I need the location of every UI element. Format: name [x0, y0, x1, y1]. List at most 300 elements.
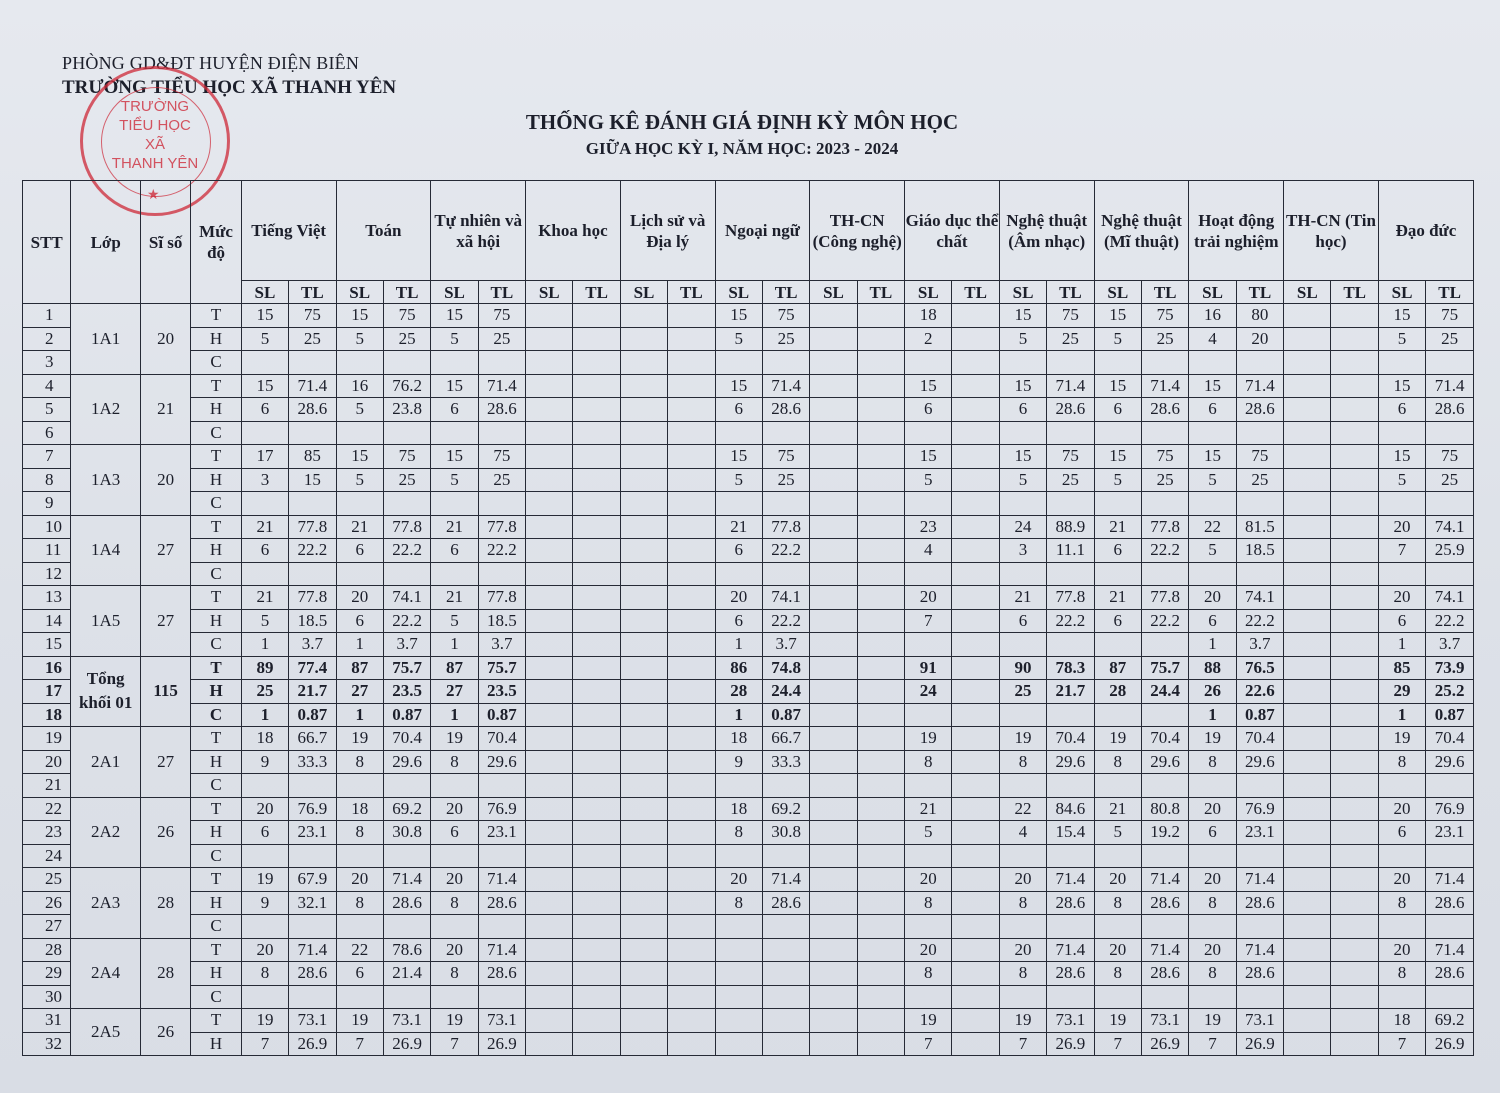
- sl-cell: [620, 915, 667, 939]
- enrollment-cell: 28: [140, 868, 190, 939]
- tl-cell: [573, 374, 620, 398]
- sl-cell: 21: [336, 515, 383, 539]
- tl-cell: [1331, 586, 1378, 610]
- tl-cell: 73.1: [1141, 1009, 1188, 1033]
- sl-cell: 8: [241, 962, 288, 986]
- table-row: [23, 962, 1474, 986]
- tl-cell: [952, 515, 999, 539]
- sl-cell: 5: [1378, 327, 1425, 351]
- tl-cell: [289, 562, 336, 586]
- tl-cell: 22.6: [1236, 680, 1283, 704]
- tl-cell: [857, 562, 904, 586]
- sl-cell: 20: [1378, 938, 1425, 962]
- tl-cell: [668, 327, 715, 351]
- sl-cell: [620, 1009, 667, 1033]
- tl-cell: [1141, 421, 1188, 445]
- stt-cell: 20: [23, 750, 71, 774]
- tl-cell: 77.8: [1141, 515, 1188, 539]
- sl-cell: [431, 562, 478, 586]
- class-cell: 1A2: [71, 374, 141, 445]
- sl-cell: [810, 633, 857, 657]
- tl-cell: [668, 374, 715, 398]
- sl-cell: [715, 985, 762, 1009]
- tl-cell: [289, 774, 336, 798]
- sl-cell: [336, 915, 383, 939]
- sl-cell: [810, 844, 857, 868]
- sl-cell: 6: [999, 398, 1046, 422]
- sl-cell: 15: [999, 374, 1046, 398]
- tl-cell: [762, 774, 809, 798]
- tl-cell: 22.2: [762, 539, 809, 563]
- tl-cell: 74.1: [1426, 586, 1474, 610]
- tl-cell: [1426, 562, 1474, 586]
- sl-cell: 8: [1189, 750, 1236, 774]
- tl-cell: 32.1: [289, 891, 336, 915]
- table-row: [23, 938, 1474, 962]
- sl-cell: [526, 398, 573, 422]
- sl-cell: [1094, 562, 1141, 586]
- tl-cell: 26.9: [1047, 1032, 1094, 1056]
- tl-cell: [762, 938, 809, 962]
- sl-cell: [1284, 515, 1331, 539]
- level-cell: C: [191, 844, 241, 868]
- sl-cell: [1378, 492, 1425, 516]
- stt-cell: 16: [23, 656, 71, 680]
- tl-cell: 28.6: [1047, 398, 1094, 422]
- sl-cell: 20: [999, 868, 1046, 892]
- tl-cell: 26.9: [1426, 1032, 1474, 1056]
- tl-cell: [1331, 962, 1378, 986]
- enrollment-cell: 20: [140, 304, 190, 375]
- sl-cell: 19: [241, 868, 288, 892]
- sl-cell: 7: [1378, 539, 1425, 563]
- tl-cell: 0.87: [289, 703, 336, 727]
- sl-cell: 5: [431, 609, 478, 633]
- tl-cell: 28.6: [1141, 962, 1188, 986]
- sl-cell: 19: [905, 727, 952, 751]
- tl-cell: 28.6: [1236, 398, 1283, 422]
- sl-cell: [810, 562, 857, 586]
- sl-cell: 15: [715, 304, 762, 328]
- tl-cell: 28.6: [1426, 962, 1474, 986]
- tl-cell: 29.6: [383, 750, 430, 774]
- sl-cell: [1284, 351, 1331, 375]
- sl-cell: [241, 774, 288, 798]
- tl-cell: [952, 750, 999, 774]
- sl-cell: 8: [1094, 962, 1141, 986]
- sl-cell: [999, 562, 1046, 586]
- tl-cell: 73.1: [478, 1009, 525, 1033]
- tl-cell: 80.8: [1141, 797, 1188, 821]
- table-row: [23, 727, 1474, 751]
- sl-cell: 15: [715, 445, 762, 469]
- tl-cell: [1331, 327, 1378, 351]
- tl-cell: 22.2: [762, 609, 809, 633]
- table-row: [23, 915, 1474, 939]
- tl-cell: [952, 868, 999, 892]
- tl-cell: [573, 868, 620, 892]
- tl-cell: [952, 844, 999, 868]
- sl-cell: [620, 703, 667, 727]
- tl-cell: [573, 609, 620, 633]
- tl-cell: 23.5: [383, 680, 430, 704]
- sl-cell: [620, 609, 667, 633]
- tl-cell: 30.8: [762, 821, 809, 845]
- sl-cell: 15: [431, 304, 478, 328]
- sl-cell: 5: [715, 327, 762, 351]
- sl-cell: [526, 656, 573, 680]
- sl-cell: [1284, 891, 1331, 915]
- stt-cell: 29: [23, 962, 71, 986]
- sl-cell: [999, 421, 1046, 445]
- sl-cell: 5: [1378, 468, 1425, 492]
- sl-cell: 1: [241, 703, 288, 727]
- sl-cell: 5: [241, 327, 288, 351]
- tl-cell: [1331, 374, 1378, 398]
- tl-cell: 29.6: [1141, 750, 1188, 774]
- tl-cell: 0.87: [478, 703, 525, 727]
- sl-cell: [810, 327, 857, 351]
- tl-cell: [857, 844, 904, 868]
- level-cell: H: [191, 327, 241, 351]
- class-cell: 1A4: [71, 515, 141, 586]
- tl-cell: 74.1: [1236, 586, 1283, 610]
- tl-cell: 23.1: [478, 821, 525, 845]
- sl-cell: [620, 1032, 667, 1056]
- sl-cell: 5: [999, 327, 1046, 351]
- tl-cell: 77.8: [762, 515, 809, 539]
- sl-cell: [336, 844, 383, 868]
- statistics-table: [22, 180, 1474, 1056]
- tl-cell: [668, 304, 715, 328]
- sl-cell: 8: [999, 962, 1046, 986]
- tl-cell: 77.8: [289, 586, 336, 610]
- tl-cell: [383, 351, 430, 375]
- tl-cell: 71.4: [1236, 868, 1283, 892]
- tl-cell: [1331, 703, 1378, 727]
- tl-cell: [1047, 844, 1094, 868]
- sl-cell: [620, 656, 667, 680]
- table-row: [23, 327, 1474, 351]
- sl-cell: [715, 562, 762, 586]
- sl-cell: [810, 797, 857, 821]
- sl-cell: 21: [431, 515, 478, 539]
- sl-cell: [905, 562, 952, 586]
- sl-cell: 86: [715, 656, 762, 680]
- tl-cell: [573, 938, 620, 962]
- sl-cell: 20: [241, 938, 288, 962]
- tl-header: TL: [1331, 281, 1378, 304]
- tl-cell: [1331, 844, 1378, 868]
- sl-cell: [620, 750, 667, 774]
- tl-cell: 33.3: [289, 750, 336, 774]
- sl-cell: [241, 844, 288, 868]
- sl-cell: 15: [241, 374, 288, 398]
- sl-cell: 24: [999, 515, 1046, 539]
- level-cell: T: [191, 797, 241, 821]
- seal-star-icon: ★: [147, 188, 160, 203]
- sl-cell: 20: [241, 797, 288, 821]
- sl-header: SL: [526, 281, 573, 304]
- tl-cell: 30.8: [383, 821, 430, 845]
- sl-cell: 8: [999, 891, 1046, 915]
- level-cell: H: [191, 468, 241, 492]
- sl-cell: [1284, 750, 1331, 774]
- sl-cell: 7: [336, 1032, 383, 1056]
- tl-cell: 28.6: [1236, 891, 1283, 915]
- level-cell: C: [191, 351, 241, 375]
- tl-cell: [1331, 985, 1378, 1009]
- sl-cell: [1378, 774, 1425, 798]
- tl-cell: 75: [478, 445, 525, 469]
- tl-cell: [1331, 492, 1378, 516]
- sl-cell: [431, 844, 478, 868]
- sl-cell: [620, 421, 667, 445]
- tl-cell: 74.1: [1426, 515, 1474, 539]
- sl-cell: 15: [336, 445, 383, 469]
- stt-cell: 12: [23, 562, 71, 586]
- sl-cell: 8: [905, 891, 952, 915]
- sl-cell: 6: [905, 398, 952, 422]
- tl-cell: [573, 515, 620, 539]
- sl-cell: [526, 1009, 573, 1033]
- sl-cell: 6: [715, 398, 762, 422]
- sl-cell: 21: [1094, 515, 1141, 539]
- sl-cell: 20: [1189, 868, 1236, 892]
- tl-cell: 88.9: [1047, 515, 1094, 539]
- sl-cell: 5: [905, 821, 952, 845]
- tl-cell: 77.8: [478, 515, 525, 539]
- sl-cell: [526, 304, 573, 328]
- tl-cell: 11.1: [1047, 539, 1094, 563]
- sl-header: SL: [1189, 281, 1236, 304]
- sl-cell: 7: [905, 609, 952, 633]
- subject-header: Toán: [336, 181, 431, 281]
- tl-cell: 71.4: [289, 938, 336, 962]
- level-cell: C: [191, 492, 241, 516]
- sl-cell: 5: [715, 468, 762, 492]
- sl-cell: [620, 868, 667, 892]
- sl-cell: 18: [1378, 1009, 1425, 1033]
- table-row: [23, 797, 1474, 821]
- sl-header: SL: [336, 281, 383, 304]
- sl-cell: 8: [1378, 962, 1425, 986]
- sl-cell: 19: [905, 1009, 952, 1033]
- tl-cell: 33.3: [762, 750, 809, 774]
- header-lop: Lớp: [71, 181, 141, 304]
- tl-cell: [383, 844, 430, 868]
- tl-cell: [1426, 492, 1474, 516]
- subject-header: Tiếng Việt: [241, 181, 336, 281]
- tl-cell: [478, 985, 525, 1009]
- level-cell: C: [191, 774, 241, 798]
- sl-cell: 6: [1189, 398, 1236, 422]
- tl-cell: 3.7: [478, 633, 525, 657]
- tl-cell: [952, 562, 999, 586]
- tl-cell: [668, 398, 715, 422]
- tl-cell: 71.4: [289, 374, 336, 398]
- tl-cell: 73.1: [1236, 1009, 1283, 1033]
- tl-cell: [1047, 985, 1094, 1009]
- sl-cell: [526, 703, 573, 727]
- stt-cell: 27: [23, 915, 71, 939]
- tl-cell: [1236, 774, 1283, 798]
- sl-cell: 6: [1094, 539, 1141, 563]
- sl-cell: 15: [431, 445, 478, 469]
- sl-cell: 20: [1189, 586, 1236, 610]
- sl-cell: [810, 586, 857, 610]
- tl-cell: [1047, 915, 1094, 939]
- sl-cell: 5: [1094, 821, 1141, 845]
- sl-cell: [241, 351, 288, 375]
- tl-cell: [857, 938, 904, 962]
- tl-cell: 22.2: [289, 539, 336, 563]
- sl-cell: 19: [336, 1009, 383, 1033]
- sl-cell: 20: [1378, 586, 1425, 610]
- tl-cell: [1331, 539, 1378, 563]
- sl-cell: 8: [431, 962, 478, 986]
- sl-cell: 20: [999, 938, 1046, 962]
- stt-cell: 26: [23, 891, 71, 915]
- sl-cell: [1284, 985, 1331, 1009]
- sl-cell: [620, 891, 667, 915]
- tl-cell: [573, 1032, 620, 1056]
- tl-cell: 75: [762, 445, 809, 469]
- level-cell: T: [191, 1009, 241, 1033]
- tl-cell: [857, 633, 904, 657]
- sl-cell: [431, 421, 478, 445]
- sl-cell: [905, 915, 952, 939]
- tl-cell: 84.6: [1047, 797, 1094, 821]
- sl-cell: [810, 515, 857, 539]
- tl-cell: [857, 327, 904, 351]
- tl-cell: [478, 844, 525, 868]
- tl-cell: [1426, 774, 1474, 798]
- stt-cell: 15: [23, 633, 71, 657]
- tl-cell: [668, 844, 715, 868]
- sl-cell: 6: [1094, 398, 1141, 422]
- tl-cell: [952, 680, 999, 704]
- tl-cell: [762, 962, 809, 986]
- tl-cell: [1426, 844, 1474, 868]
- sl-cell: [1284, 539, 1331, 563]
- sl-cell: 20: [905, 868, 952, 892]
- table-header: [23, 181, 1474, 304]
- tl-cell: [1047, 562, 1094, 586]
- tl-cell: [952, 586, 999, 610]
- sl-cell: [620, 962, 667, 986]
- sl-cell: [1284, 374, 1331, 398]
- sl-cell: [620, 515, 667, 539]
- tl-cell: [668, 1009, 715, 1033]
- seal-text: TRƯỜNG TIỂU HỌC XÃ THANH YÊN: [111, 98, 199, 172]
- level-cell: T: [191, 445, 241, 469]
- sl-header: SL: [999, 281, 1046, 304]
- sl-cell: [526, 962, 573, 986]
- sl-cell: 2: [905, 327, 952, 351]
- sl-cell: [810, 656, 857, 680]
- tl-cell: [668, 821, 715, 845]
- table-row: [23, 891, 1474, 915]
- table-row: [23, 985, 1474, 1009]
- tl-cell: [1331, 398, 1378, 422]
- subject-header: Đạo đức: [1378, 181, 1473, 281]
- sl-cell: [1189, 492, 1236, 516]
- tl-cell: [383, 915, 430, 939]
- sl-cell: 5: [1189, 468, 1236, 492]
- tl-cell: [762, 421, 809, 445]
- tl-cell: [289, 844, 336, 868]
- sl-cell: 5: [241, 609, 288, 633]
- sl-cell: 7: [905, 1032, 952, 1056]
- tl-cell: [1236, 492, 1283, 516]
- sl-cell: [715, 421, 762, 445]
- tl-cell: 3.7: [762, 633, 809, 657]
- tl-header: TL: [1236, 281, 1283, 304]
- sl-cell: 18: [715, 797, 762, 821]
- tl-cell: [857, 891, 904, 915]
- tl-cell: [573, 421, 620, 445]
- tl-header: TL: [1047, 281, 1094, 304]
- sl-cell: 7: [431, 1032, 478, 1056]
- sl-cell: 4: [1189, 327, 1236, 351]
- tl-cell: [1236, 351, 1283, 375]
- tl-cell: 24.4: [762, 680, 809, 704]
- sl-cell: [999, 985, 1046, 1009]
- sl-cell: [715, 492, 762, 516]
- sl-cell: 8: [1094, 891, 1141, 915]
- tl-cell: [952, 609, 999, 633]
- table-row: [23, 374, 1474, 398]
- tl-cell: [573, 656, 620, 680]
- sl-cell: 7: [241, 1032, 288, 1056]
- sl-cell: 27: [431, 680, 478, 704]
- tl-cell: [1331, 304, 1378, 328]
- sl-cell: [526, 421, 573, 445]
- table-row: [23, 656, 1474, 680]
- sl-cell: 6: [1094, 609, 1141, 633]
- tl-cell: 70.4: [1141, 727, 1188, 751]
- department-name: PHÒNG GD&ĐT HUYỆN ĐIỆN BIÊN: [62, 53, 360, 73]
- sl-cell: [620, 539, 667, 563]
- tl-cell: 26.9: [478, 1032, 525, 1056]
- sl-cell: [336, 562, 383, 586]
- tl-cell: 22.2: [1047, 609, 1094, 633]
- sl-cell: [999, 351, 1046, 375]
- tl-cell: [573, 445, 620, 469]
- tl-cell: 25: [383, 468, 430, 492]
- sl-cell: [1284, 703, 1331, 727]
- tl-cell: 75.7: [478, 656, 525, 680]
- sl-cell: [620, 727, 667, 751]
- subject-header: Ngoại ngữ: [715, 181, 810, 281]
- tl-cell: 26.9: [1141, 1032, 1188, 1056]
- table-row: [23, 1009, 1474, 1033]
- sl-cell: [715, 844, 762, 868]
- tl-cell: [573, 962, 620, 986]
- sl-cell: 8: [999, 750, 1046, 774]
- tl-cell: 18.5: [289, 609, 336, 633]
- stt-cell: 23: [23, 821, 71, 845]
- sl-cell: [620, 327, 667, 351]
- sl-cell: 15: [1094, 374, 1141, 398]
- sl-cell: 8: [431, 891, 478, 915]
- tl-cell: [952, 539, 999, 563]
- tl-cell: 28.6: [1141, 398, 1188, 422]
- sl-cell: 1: [1189, 703, 1236, 727]
- sl-cell: 15: [1378, 304, 1425, 328]
- class-cell: 2A5: [71, 1009, 141, 1056]
